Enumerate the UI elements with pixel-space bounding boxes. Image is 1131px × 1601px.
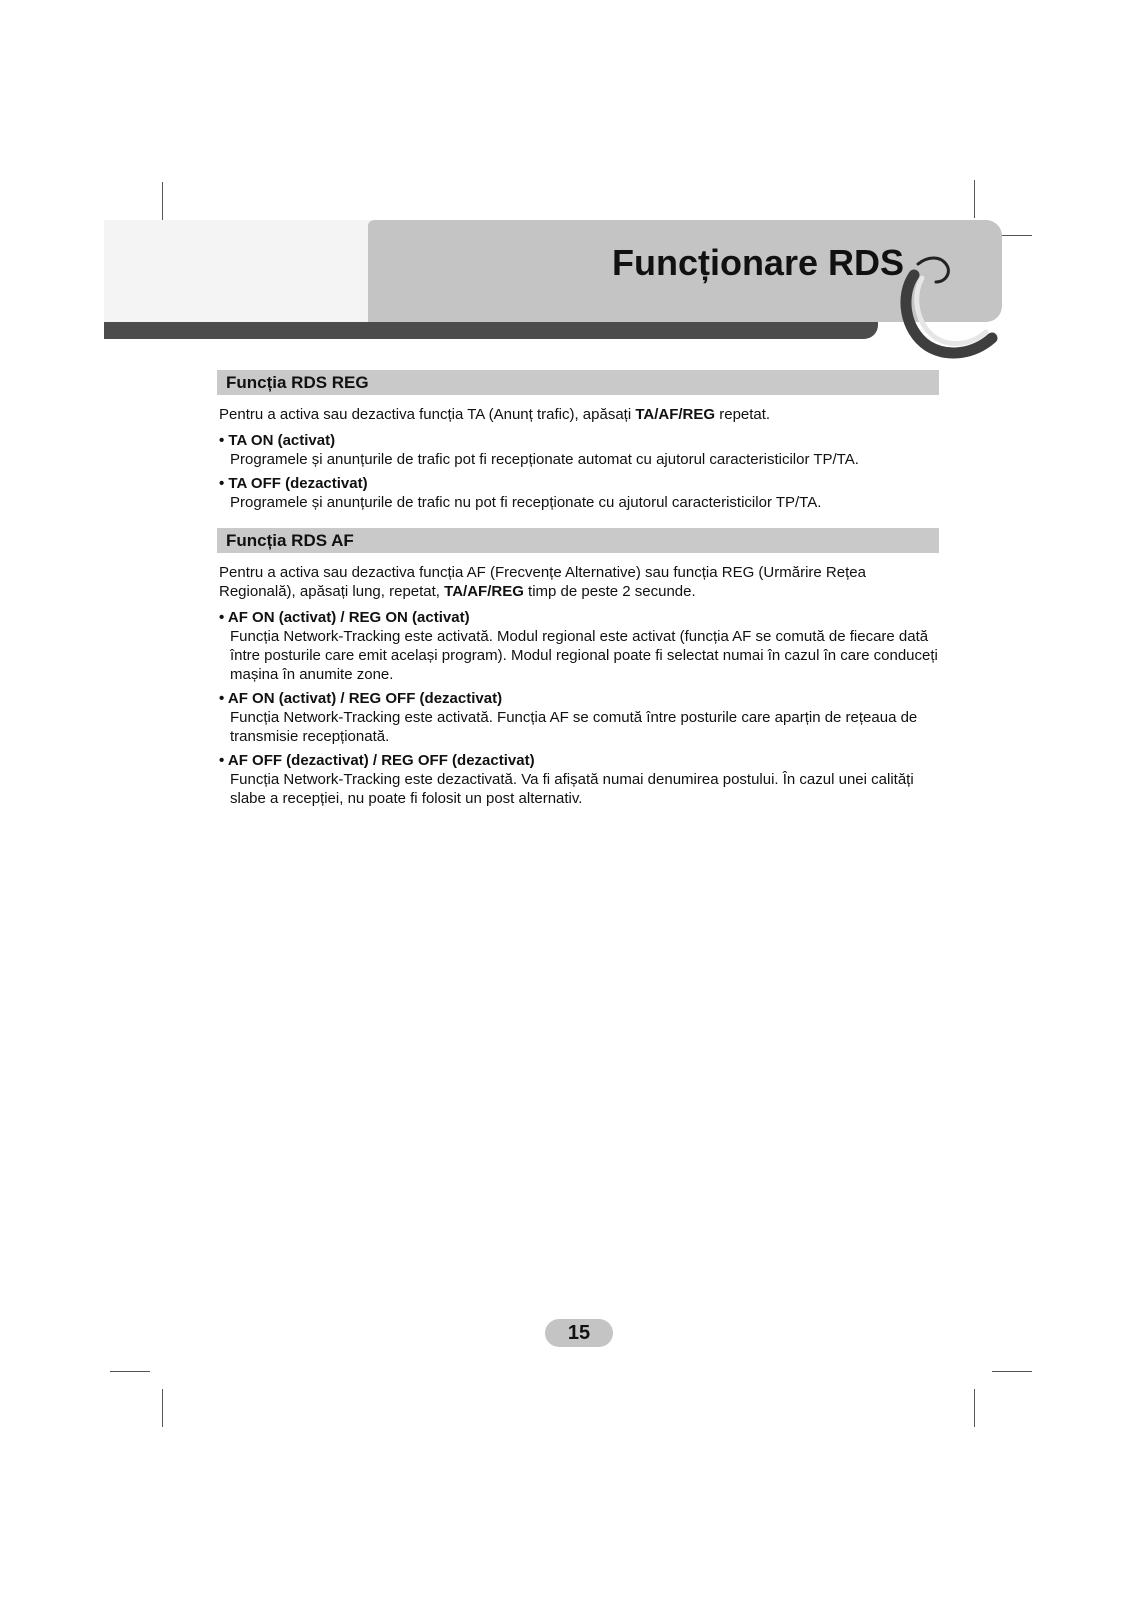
page-title: Funcționare RDS <box>611 242 904 283</box>
crop-mark-bottom-left <box>162 1389 163 1427</box>
page-content <box>217 370 939 824</box>
crop-mark-bottom-left <box>110 1371 150 1372</box>
page-number-badge <box>545 1319 613 1347</box>
crop-mark-top-right <box>974 180 975 218</box>
section-heading: Funcția RDS AF <box>226 530 354 550</box>
crop-mark-bottom-right <box>974 1389 975 1427</box>
list-item-title: • AF OFF (dezactivat) / REG OFF (dezactivat) <box>219 752 535 769</box>
list-item-title: • TA ON (activat) <box>219 432 336 449</box>
header-underline-bar <box>104 322 878 339</box>
section-heading: Funcția RDS REG <box>226 372 369 392</box>
list-item-title: • AF ON (activat) / REG OFF (dezactivat) <box>219 690 503 707</box>
section-intro <box>219 405 939 424</box>
list-item-title: • AF ON (activat) / REG ON (activat) <box>219 609 470 626</box>
list-item-description: Funcția Network-Tracking este dezactivată. Va fi afișată numai denumirea postului. În cazul unei calități slabe a recepției, nu poate fi folosit un post alternativ. <box>230 771 914 807</box>
crop-mark-bottom-right <box>992 1371 1032 1372</box>
list-item <box>219 751 939 808</box>
intro-key-label: TA/AF/REG <box>635 406 716 423</box>
intro-text: Pentru a activa sau dezactiva funcția TA (Anunț trafic), apăsați <box>219 406 636 423</box>
list-item <box>219 474 939 512</box>
list-item-description: Programele și anunțurile de trafic nu pot fi recepționate cu ajutorul caracteristicilor TP/TA. <box>230 494 822 511</box>
section-heading-bar <box>217 370 939 395</box>
intro-text: Pentru a activa sau dezactiva funcția AF (Frecvențe Alternative) sau funcția REG (Urmărire Rețea Regională), apăsați lung, repetat, <box>219 564 866 600</box>
section-rds-af <box>217 528 939 808</box>
section-rds-reg <box>217 370 939 512</box>
swoosh-decoration <box>900 250 1010 365</box>
list-item <box>219 608 939 684</box>
crop-mark-top-left <box>162 182 163 220</box>
intro-text-end: timp de peste 2 secunde. <box>523 583 696 600</box>
list-item-description: Funcția Network-Tracking este activată. Modul regional este activat (funcția AF se comută de fiecare dată între posturile care emit același program). Modul regional poate fi selectat numai în cazul în care conduceți mașina în anumite zone. <box>230 628 938 683</box>
intro-text-end: repetat. <box>715 406 771 423</box>
list-item-description: Programele și anunțurile de trafic pot fi recepționate automat cu ajutorul caracteristicilor TP/TA. <box>230 451 859 468</box>
section-intro <box>219 563 939 601</box>
page-number: 15 <box>567 1321 591 1344</box>
list-item <box>219 431 939 469</box>
header-background <box>104 220 370 322</box>
list-item-title: • TA OFF (dezactivat) <box>219 475 368 492</box>
list-item-description: Funcția Network-Tracking este activată. Funcția AF se comută între posturile care aparțin de rețeaua de transmisie recepționată. <box>230 709 918 745</box>
section-heading-bar <box>217 528 939 553</box>
list-item <box>219 689 939 746</box>
intro-key-label: TA/AF/REG <box>444 583 524 600</box>
